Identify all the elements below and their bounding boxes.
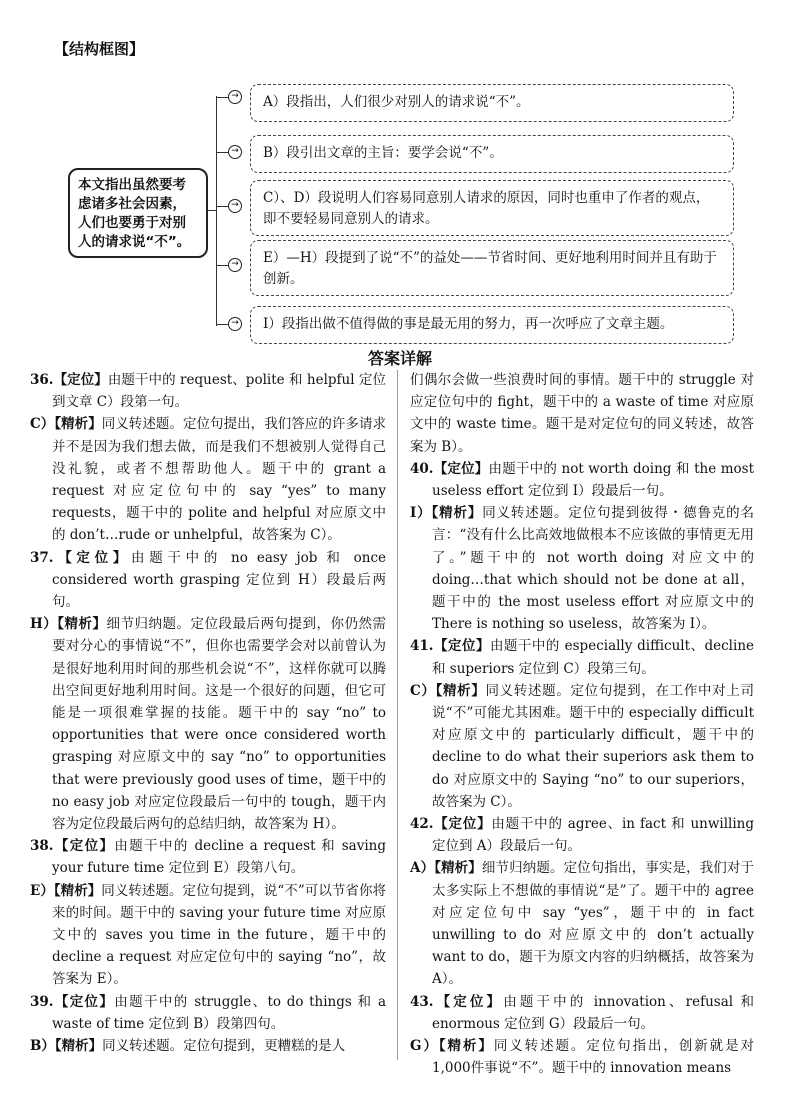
tree-trunk — [216, 96, 217, 326]
arrow-circle-icon — [228, 199, 242, 213]
structure-item-a: A）段指出，人们很少对别人的请求说“不”。 — [250, 84, 734, 122]
section-header: 【结构框图】 — [54, 40, 145, 58]
answer-paragraph: C）【精析】同义转述题。定位句提出，我们答应的许多请求并不是因为我们想去做，而是我们不想被别人觉得自己没礼貌，或者不想帮助他人。题干中的 grant a request 对应定位句中的 say “yes” to many requests，题干中的 polite and helpful 对应原文中的 don’t…rude or unhelpful，故答案为 C）。 — [30, 416, 387, 544]
answer-paragraph: A）【精析】细节归纳题。定位句指出，事实是，我们对于太多实际上不想做的事情说“是”了。题干中的 agree 对应定位句中 say “yes”，题干中的 in fact unwilling to do 对应原文中的 don’t actually want to do，题干为原文内容的归纳概括，故答案为 A）。 — [410, 860, 755, 988]
answer-paragraph: E）【精析】同义转述题。定位句提到，说“不”可以节省你将来的时间。题干中的 saving your future time 对应原文中的 saves you time in the future，题干中的 decline a request 对应定位句中的 saying “no”，故答案为 E）。 — [30, 882, 386, 988]
answer-paragraph: 们偶尔会做一些浪费时间的事情。题干中的 struggle 对应定位句中的 fight，题干中的 a waste of time 对应原文中的 waste time。题干是对定位句的同义转述，故答案为 B）。 — [410, 372, 754, 455]
answers-left-column — [30, 369, 386, 1057]
structure-item-eh: E）—H）段提到了说“不”的益处——节省时间、更好地利用时间并且有助于创新。 — [250, 240, 734, 296]
structure-item-i: I）段指出做不值得做的事是最无用的努力，再一次呼应了文章主题。 — [250, 306, 734, 344]
summary-box: 本文指出虽然要考虑诸多社会因素，人们也要勇于对别人的请求说“不”。 — [68, 168, 208, 258]
structure-item-b: B）段引出文章的主旨：要学会说“不”。 — [250, 135, 734, 173]
answer-paragraph: 42.【定位】由题干中的 agree、in fact 和 unwilling 定位到 A）段最后一句。 — [410, 816, 754, 855]
answer-paragraph: 38.【定位】由题干中的 decline a request 和 saving your future time 定位到 E）段第八句。 — [30, 838, 386, 877]
answer-paragraph: 41.【定位】由题干中的 especially difficult、decline 和 superiors 定位到 C）段第三句。 — [410, 638, 755, 677]
answer-paragraph: C）【精析】同义转述题。定位句提到，在工作中对上司说“不”可能尤其困难。题干中的 especially difficult 对应原文中的 particularly difficult，题干中的 decline to do what their superiors ask them to do 对应原文中的 Saying “no” to our superiors，故答案为 C）。 — [410, 682, 754, 810]
answer-paragraph: G）【精析】同义转述题。定位句指出，创新就是对 1,000件事说“不”。题干中的 innovation means — [410, 1038, 755, 1077]
answer-paragraph: B）【精析】同义转述题。定位句提到，更糟糕的是人 — [30, 1038, 346, 1055]
column-divider — [397, 370, 398, 1060]
answer-paragraph: I）【精析】同义转述题。定位句提到彼得・德鲁克的名言：“没有什么比高效地做根本不应该做的事情更无用了。”题干中的 not worth doing 对应文中的 doing…that which should not be done at all，题干中的 the most useless effort 对应原文中的 There is nothing so useless，故答案为 I）。 — [410, 505, 755, 633]
answer-paragraph: H）【精析】细节归纳题。定位段最后两句提到，你仍然需要对分心的事情说“不”，但你也需要学会对以前曾认为是很好地利用时间的那些机会说“不”，这样你就可以腾出空间更好地利用时间。这是一个很好的问题，但它可能是一项很难掌握的技能。题干中的 say “no” to opportunities that were once considered worth grasping 对应原文中的 say “no” to opportunities that were previously good uses of time，题干中的 no easy job 对应定位段最后一句中的 tough，题干内容为定位段最后两句的总结归纳，故答案为 H）。 — [30, 616, 387, 833]
answers-right-column — [410, 369, 754, 1080]
arrow-circle-icon — [228, 145, 242, 159]
answer-paragraph: 40.【定位】由题干中的 not worth doing 和 the most useless effort 定位到 I）段最后一句。 — [410, 460, 754, 500]
arrow-circle-icon — [228, 258, 242, 272]
arrow-circle-icon — [228, 90, 242, 104]
summary-connector — [208, 210, 217, 211]
answer-paragraph: 39.【定位】由题干中的 struggle、to do things 和 a waste of time 定位到 B）段第四句。 — [30, 993, 387, 1032]
answers-title: 答案详解 — [367, 349, 432, 368]
answer-paragraph: 37.【定位】由题干中的 no easy job 和 once considered worth grasping 定位到 H）段最后两句。 — [30, 549, 386, 611]
structure-item-cd: C）、D）段说明人们容易同意别人请求的原因，同时也重申了作者的观点，即不要轻易同意别人的请求。 — [250, 180, 734, 236]
answer-paragraph: 36.【定位】由题干中的 request、polite 和 helpful 定位到文章 C）段第一句。 — [30, 372, 386, 411]
arrow-circle-icon — [228, 317, 242, 331]
answer-paragraph: 43.【定位】由题干中的 innovation、refusal 和 enormous 定位到 G）段最后一句。 — [410, 993, 754, 1032]
